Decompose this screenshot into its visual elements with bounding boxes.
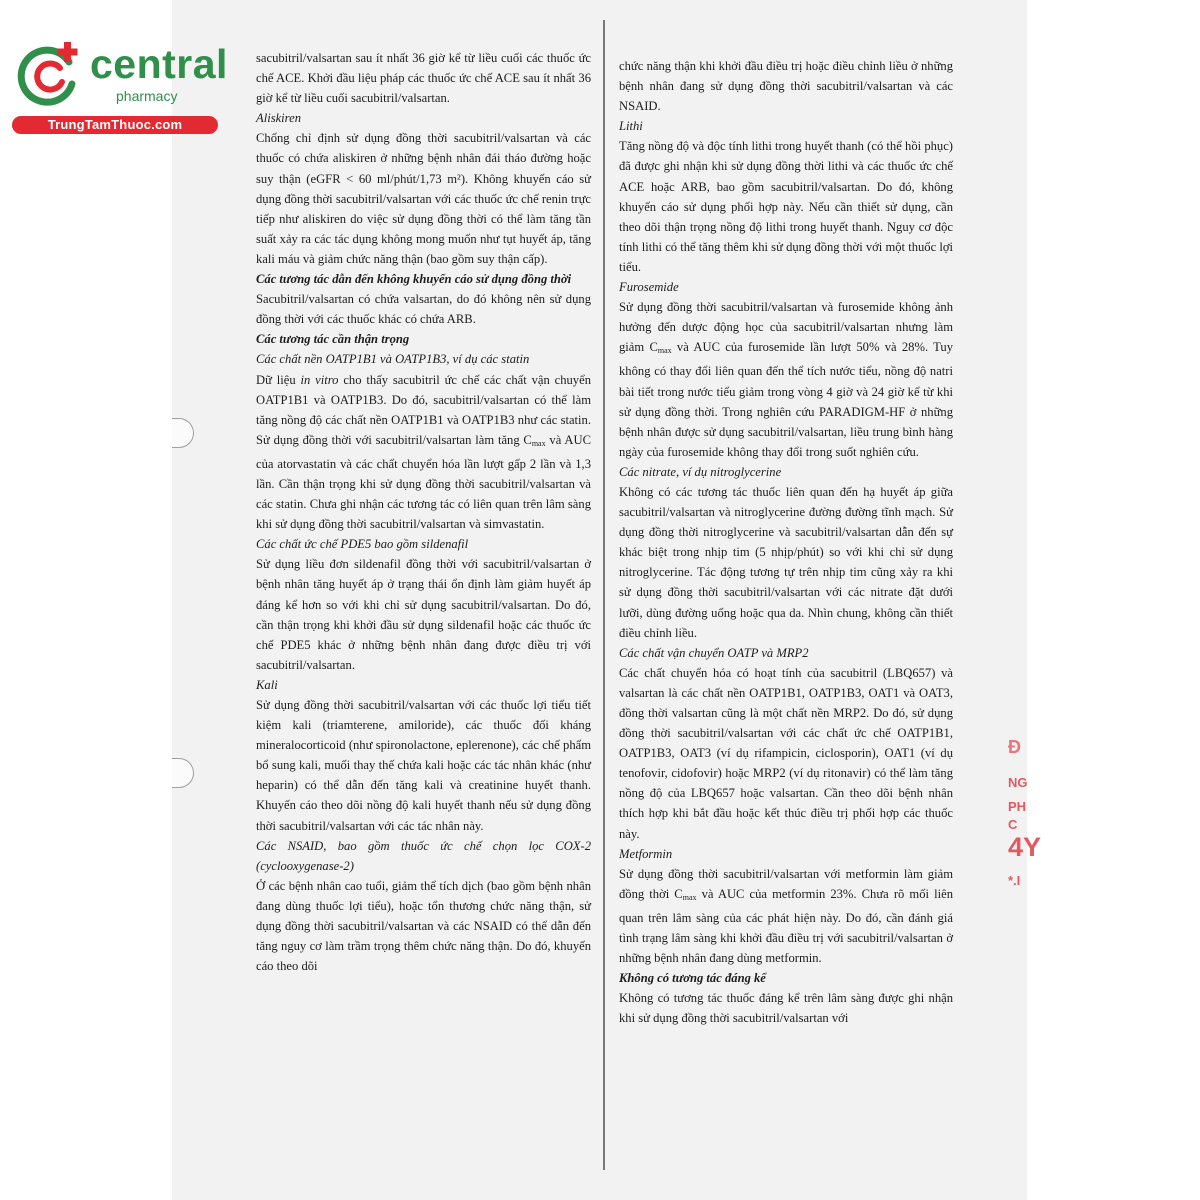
paragraph: Các chất chuyển hóa có hoạt tính của sacubitril (LBQ657) và valsartan là các chất nền OATP1B1, OATP1B3, OAT1 và OAT3, đồng thời valsartan cũng là một chất nền MRP2. Do đó, sử dụng đồng thời sacubitril/valsartan với các chất ức chế OATP1B1, OATP1B3, OAT3 (ví dụ rifampicin, ciclosporin), OAT1 (ví dụ tenofovir, cidofovir) hoặc MRP2 (ví dụ ritonavir) có thể làm tăng nồng độ của LBQ657 hoặc valsartan. Cần theo dõi bệnh nhân thích hợp khi bắt đầu hoặc kết thúc điều trị phối hợp các thuốc này. [619,665,953,841]
text-run: Sử dụng đồng thời sacubitril/valsartan và furosemide không ảnh hưởng đến dược động học của sacubitril/valsartan nhưng làm giảm C [619,300,953,355]
column-divider [603,20,605,1170]
subsection-heading: Các nitrate, ví dụ nitroglycerine [619,464,782,479]
subsection-heading: Lithi [619,119,643,134]
subsection-heading: Furosemide [619,280,679,295]
section-heading: Aliskiren [256,111,302,126]
text-run: và AUC của metformin 23%. Chưa rõ mối liên quan trên lâm sàng của các phát hiện này. Do đó, cần đánh giá tình trạng lâm sàng khi khởi đầu điều trị với sacubitril/valsartan ở những bệnh nhân đang dùng metformin. [619,886,953,966]
brand-name: central [90,41,228,87]
central-pharmacy-logo [8,36,228,136]
stamp-text: NG [1008,775,1028,790]
text-run: Sử dụng đồng thời sacubitril/valsartan với metformin làm giảm đồng thời C [619,866,953,901]
text-run: in vitro [300,372,339,387]
stamp-text: C [1008,817,1018,832]
paragraph: Tăng nồng độ và độc tính lithi trong huyết thanh (có thể hồi phục) đã được ghi nhận khi sử dụng đồng thời lithi và các thuốc ức chế ACE hoặc ARB, bao gồm sacubitril/valsartan. Do đó, không khuyến cáo sử dụng phối hợp này. Nếu cần thiết sử dụng, cần theo dõi thận trọng nồng độ lithi trong huyết thanh. Nguy cơ độc tính lithi có thể tăng thêm khi sử dụng đồng thời với một thuốc lợi tiểu. [619,139,953,274]
left-column [256,48,591,976]
brand-tagline: pharmacy [116,88,178,104]
stamp-text: Đ [1008,737,1021,757]
stamp-text: *.I [1008,873,1021,888]
right-column [619,56,953,1029]
text-run: cho thấy sacubitril ức chế các chất vận chuyển OATP1B1 và OATP1B3. Do đó, sacubitril/valsartan có thể làm tăng nồng độ các chất nền OATP1B1 và OATP1B3 như các statin. Sử dụng đồng thời với sacubitril/valsartan làm tăng C [256,372,591,447]
text-run: và AUC của atorvastatin và các chất chuyển hóa lần lượt gấp 2 lần và 1,3 lần. Cần thận trọng khi sử dụng đồng thời sacubitril/valsartan và các statin. Chưa ghi nhận các tương tác có liên quan trên lâm sàng khi sử dụng đồng thời sacubitril/valsartan và simvastatin. [256,432,591,532]
red-stamp [1006,734,1042,900]
subsection-heading: Các chất ức chế PDE5 bao gồm sildenafil [256,537,469,552]
text-run: Dữ liệu [256,372,301,387]
subscript: max [682,892,697,902]
paragraph: sacubitril/valsartan sau ít nhất 36 giờ kể từ liều cuối các thuốc ức chế ACE. Khởi đầu liệu pháp các thuốc ức chế ACE sau ít nhất 36 giờ kể từ liều cuối sacubitril/valsartan. [256,51,591,106]
subsection-heading: Kali [256,677,278,692]
paragraph: Chống chỉ định sử dụng đồng thời sacubitril/valsartan và các thuốc có chứa aliskiren ở những bệnh nhân đái tháo đường hoặc suy thận (eGFR < 60 ml/phút/1,73 m²). Không khuyến cáo sử dụng đồng thời sacubitril/valsartan với các thuốc ức chế renin trực tiếp như aliskiren do việc sử dụng đồng thời có thể làm tăng tần suất xảy ra các tác dụng không mong muốn như tụt huyết áp, tăng kali máu và giảm chức năng thận (bao gồm suy thận cấp). [256,131,591,266]
paragraph: Sacubitril/valsartan có chứa valsartan, do đó không nên sử dụng đồng thời với các thuốc khác có chứa ARB. [256,292,591,327]
paragraph: Sử dụng liều đơn sildenafil đồng thời với sacubitril/valsartan ở bệnh nhân tăng huyết áp ở trạng thái ổn định làm giảm huyết áp đáng kể hơn so với khi chỉ sử dụng sacubitril/valsartan. Do đó, cần thận trọng khi khởi đầu sử dụng sildenafil hoặc các thuốc ức chế PDE5 khác ở những bệnh nhân đang được điều trị với sacubitril/valsartan. [256,557,591,672]
stamp-text: PH [1008,799,1027,814]
paragraph: Ở các bệnh nhân cao tuổi, giảm thể tích dịch (bao gồm bệnh nhân đang dùng thuốc lợi tiểu), hoặc tổn thương chức năng thận, sử dụng đồng thời sacubitril/valsartan và các NSAID có thể dẫn đến tăng nguy cơ làm trầm trọng thêm chức năng thận. Do đó, khuyến cáo theo dõi [256,878,591,974]
paragraph: chức năng thận khi khởi đầu điều trị hoặc điều chỉnh liều ở những bệnh nhân đang sử dụng đồng thời sacubitril/valsartan và các NSAID. [619,59,953,114]
section-heading: Không có tương tác đáng kể [619,971,766,986]
site-url: TrungTamThuoc.com [12,116,218,134]
section-heading: Các tương tác dẫn đến không khuyến cáo sử dụng đồng thời [256,272,572,287]
subsection-heading: Metformin [619,846,673,861]
subscript: max [531,438,546,448]
stamp-text: 4Y [1008,832,1042,862]
section-heading: Các tương tác cần thận trọng [256,332,410,347]
subsection-heading: Các chất nền OATP1B1 và OATP1B3, ví dụ các statin [256,352,530,367]
paragraph: Không có các tương tác thuốc liên quan đến hạ huyết áp giữa sacubitril/valsartan và nitroglycerine đường đường tĩnh mạch. Sử dụng đồng thời nitroglycerine và sacubitril/valsartan dẫn đến sự khác biệt trong nhịp tim (5 nhịp/phút) so với khi chỉ sử dụng nitroglycerine. Tác động tương tự trên nhịp tim cũng xảy ra khi sử dụng đồng thời sacubitril/valsartan với các nitrate đặt dưới lưỡi, dùng đường uống hoặc qua da. Nhìn chung, không cần thiết điều chỉnh liều. [619,484,953,640]
paragraph [619,297,953,462]
paragraph: Không có tương tác thuốc đáng kể trên lâm sàng được ghi nhận khi sử dụng đồng thời sacubitril/valsartan với [619,991,953,1026]
paragraph [256,370,591,535]
paragraph [619,864,953,968]
paragraph: Sử dụng đồng thời sacubitril/valsartan với các thuốc lợi tiểu tiết kiệm kali (triamterene, amiloride), các thuốc đối kháng mineralocorticoid (như spironolactone, eplerenone), các chế phẩm bổ sung kali, muối thay thế chứa kali hoặc các tác nhân khác (như heparin) có thể dẫn đến tăng kali và creatinine huyết thanh. Khuyến cáo theo dõi nồng độ kali huyết thanh nếu sử dụng đồng thời sacubitril/valsartan với các tác nhân này. [256,698,591,833]
subsection-heading: Các NSAID, bao gồm thuốc ức chế chọn lọc COX-2 (cyclooxygenase-2) [256,838,591,873]
subscript: max [657,346,672,356]
pharmacy-cross-icon [14,40,84,110]
subsection-heading: Các chất vận chuyển OATP và MRP2 [619,645,809,660]
text-run: và AUC của furosemide lần lượt 50% và 28%. Tuy không có thay đổi liên quan đến thể tích nước tiểu, nồng độ natri bài tiết trong nước tiểu giảm trong vòng 4 giờ và 24 giờ kể từ khi sử dụng đồng thời. Trong nghiên cứu PARADIGM-HF ở những bệnh nhân được sử dụng sacubitril/valsartan, liều trung bình hàng ngày của furosemide không thay đổi trong suốt nghiên cứu. [619,340,953,459]
